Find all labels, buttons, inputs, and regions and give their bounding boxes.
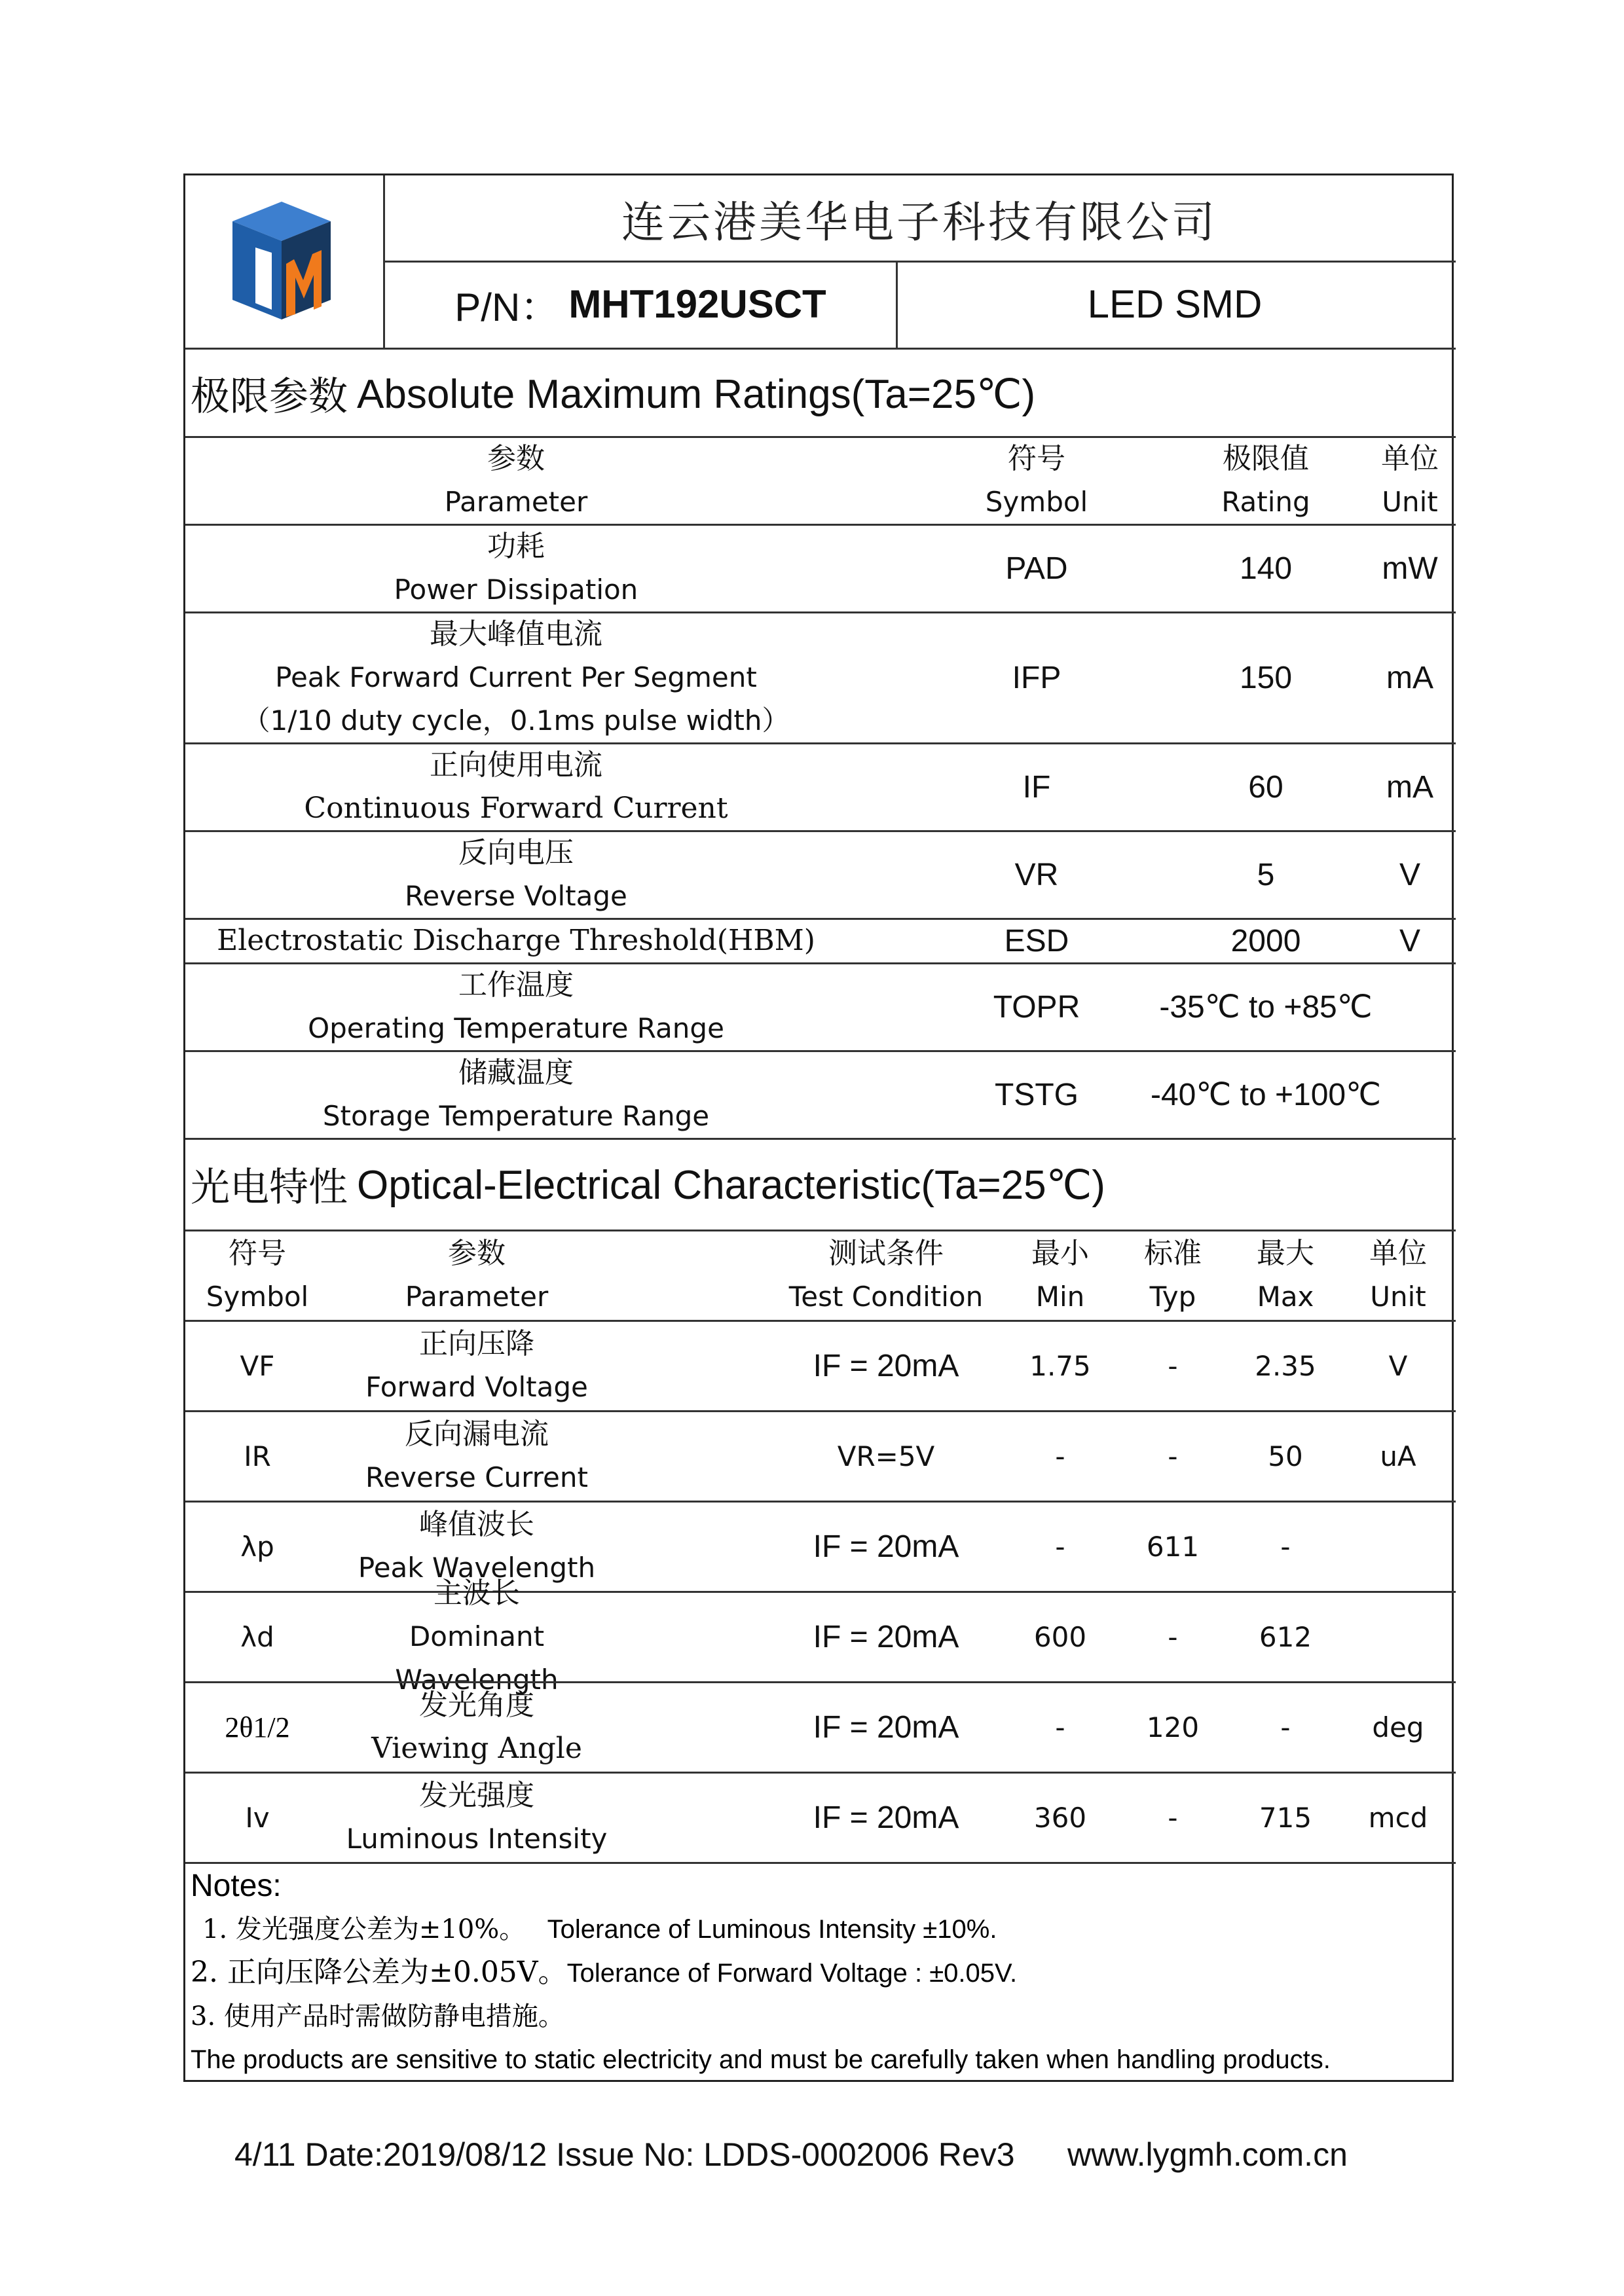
abs-symbol: IFP xyxy=(1012,660,1061,695)
oe-symbol: 2θ1/2 xyxy=(225,1711,290,1743)
oe-max: - xyxy=(1280,1711,1291,1743)
notes-block xyxy=(191,1865,1448,2081)
abs-unit: mA xyxy=(1386,660,1433,695)
oe-min: - xyxy=(1055,1530,1065,1563)
datasheet-page xyxy=(183,173,1454,2082)
abs-rating: -40℃ to +100℃ xyxy=(1150,1078,1381,1112)
abs-unit: V xyxy=(1399,923,1420,958)
abs-unit: mW xyxy=(1382,551,1438,586)
note-1: 1. 发光强度公差为±10%。 Tolerance of Luminous Intensity ±10%. xyxy=(202,1914,997,1944)
oe-condition: IF = 20mA xyxy=(813,1348,959,1383)
footer-issue-info: 4/11 Date:2019/08/12 Issue No: LDDS-0002006 Rev3 xyxy=(234,2136,1015,2173)
note-3: 3. 使用产品时需做防静电措施。 xyxy=(191,2001,564,2032)
abs-section-title: 极限参数 Absolute Maximum Ratings(Ta=25℃) xyxy=(191,371,1036,420)
product-type: LED SMD xyxy=(1087,282,1263,326)
note-2: 2. 正向压降公差为±0.05V。Tolerance of Forward Voltage : ±0.05V. xyxy=(191,1956,1018,1989)
abs-symbol: TSTG xyxy=(995,1077,1079,1112)
divider xyxy=(185,348,1456,350)
table-row: 最大峰值电流 Peak Forward Current Per Segment （1/10 duty cycle，0.1ms pulse width） xyxy=(242,617,790,737)
oe-unit: deg xyxy=(1372,1711,1424,1743)
oe-symbol: IR xyxy=(244,1440,271,1472)
abs-symbol: PAD xyxy=(1005,551,1068,586)
abs-unit: mA xyxy=(1386,769,1433,805)
oe-max: 612 xyxy=(1259,1620,1312,1653)
oe-symbol: λd xyxy=(240,1620,274,1653)
oe-header-unit: 单位 Unit xyxy=(1369,1237,1427,1313)
table-row: 正向使用电流 Continuous Forward Current xyxy=(304,748,728,825)
oe-max: - xyxy=(1280,1530,1291,1563)
abs-rating: 5 xyxy=(1257,857,1275,892)
oe-header-parameter: 参数 Parameter xyxy=(405,1237,549,1313)
oe-max: 2.35 xyxy=(1255,1349,1316,1382)
abs-header-parameter: 参数 Parameter xyxy=(444,442,588,518)
oe-max: 715 xyxy=(1259,1801,1312,1834)
oe-typ: - xyxy=(1168,1801,1178,1834)
part-number-label: P/N： xyxy=(454,285,560,329)
abs-symbol: IF xyxy=(1022,769,1051,805)
oe-condition: IF = 20mA xyxy=(813,1800,959,1835)
oe-typ: - xyxy=(1168,1620,1178,1653)
part-number-value: MHT192USCT xyxy=(568,282,826,326)
abs-rating: 60 xyxy=(1248,769,1283,805)
abs-rating: 140 xyxy=(1239,551,1293,586)
oe-header-max: 最大 Max xyxy=(1257,1237,1314,1313)
oe-symbol: Iv xyxy=(245,1801,270,1834)
divider xyxy=(185,1862,1456,1864)
table-row: 峰值波长 Peak Wavelength xyxy=(358,1508,596,1584)
oe-unit xyxy=(1342,1502,1454,1591)
table-row: 发光角度 Viewing Angle xyxy=(371,1688,582,1765)
oe-condition: IF = 20mA xyxy=(813,1529,959,1564)
oe-header-typ: 标准 Typ xyxy=(1144,1237,1202,1313)
abs-rating: -35℃ to +85℃ xyxy=(1159,990,1373,1025)
abs-header-unit: 单位 Unit xyxy=(1381,442,1439,518)
company-name: 连云港美华电子科技有限公司 xyxy=(621,196,1217,247)
oe-typ: 611 xyxy=(1146,1530,1200,1563)
oe-symbol: VF xyxy=(240,1349,275,1382)
table-row: 发光强度 Luminous Intensity xyxy=(346,1779,608,1855)
abs-header-rating: 极限值 Rating xyxy=(1221,442,1310,518)
table-row: 主波长 Dominant Wavelength xyxy=(395,1576,559,1696)
note-3-en: The products are sensitive to static electricity and must be carefully taken when handling products. xyxy=(191,2045,1331,2074)
oe-header-min: 最小 Min xyxy=(1031,1237,1089,1313)
abs-symbol: ESD xyxy=(1004,923,1069,958)
abs-symbol: VR xyxy=(1014,857,1059,892)
abs-symbol: TOPR xyxy=(993,989,1080,1025)
oe-section-title: 光电特性 Optical-Electrical Characteristic(Ta=25℃) xyxy=(191,1162,1105,1211)
notes-title: Notes: xyxy=(191,1868,282,1903)
table-row: 储藏温度 Storage Temperature Range xyxy=(322,1056,710,1132)
oe-min: 600 xyxy=(1033,1620,1087,1653)
oe-unit: uA xyxy=(1380,1440,1416,1472)
table-row: Electrostatic Discharge Threshold(HBM) xyxy=(217,924,815,957)
oe-typ: 120 xyxy=(1146,1711,1200,1743)
table-row: 工作温度 Operating Temperature Range xyxy=(308,968,724,1044)
footer-website: www.lygmh.com.cn xyxy=(1067,2136,1348,2173)
oe-min: - xyxy=(1055,1440,1065,1472)
part-number xyxy=(385,261,896,348)
abs-rating: 2000 xyxy=(1230,923,1301,958)
oe-condition: IF = 20mA xyxy=(813,1709,959,1745)
oe-min: - xyxy=(1055,1711,1065,1743)
oe-header-condition: 测试条件 Test Condition xyxy=(788,1237,984,1313)
oe-typ: - xyxy=(1168,1349,1178,1382)
oe-condition: IF = 20mA xyxy=(813,1619,959,1654)
page-footer xyxy=(0,2128,1624,2180)
oe-min: 360 xyxy=(1033,1801,1087,1834)
table-row: 反向电压 Reverse Voltage xyxy=(405,836,627,912)
abs-rating: 150 xyxy=(1239,660,1293,695)
oe-unit: V xyxy=(1388,1349,1408,1382)
table-row: 反向漏电流 Reverse Current xyxy=(365,1417,588,1493)
table-row: 正向压降 Forward Voltage xyxy=(365,1327,588,1403)
oe-typ: - xyxy=(1168,1440,1178,1472)
table-row: 功耗 Power Dissipation xyxy=(394,530,638,606)
oe-unit: mcd xyxy=(1368,1801,1428,1834)
oe-max: 50 xyxy=(1268,1440,1303,1472)
oe-symbol: λp xyxy=(240,1530,274,1563)
company-logo xyxy=(226,202,337,319)
oe-min: 1.75 xyxy=(1029,1349,1091,1382)
oe-header-symbol: 符号 Symbol xyxy=(206,1237,309,1313)
oe-unit xyxy=(1342,1592,1454,1681)
oe-condition: VR=5V xyxy=(837,1440,935,1472)
abs-header-symbol: 符号 Symbol xyxy=(985,442,1088,518)
abs-unit: V xyxy=(1399,857,1420,892)
